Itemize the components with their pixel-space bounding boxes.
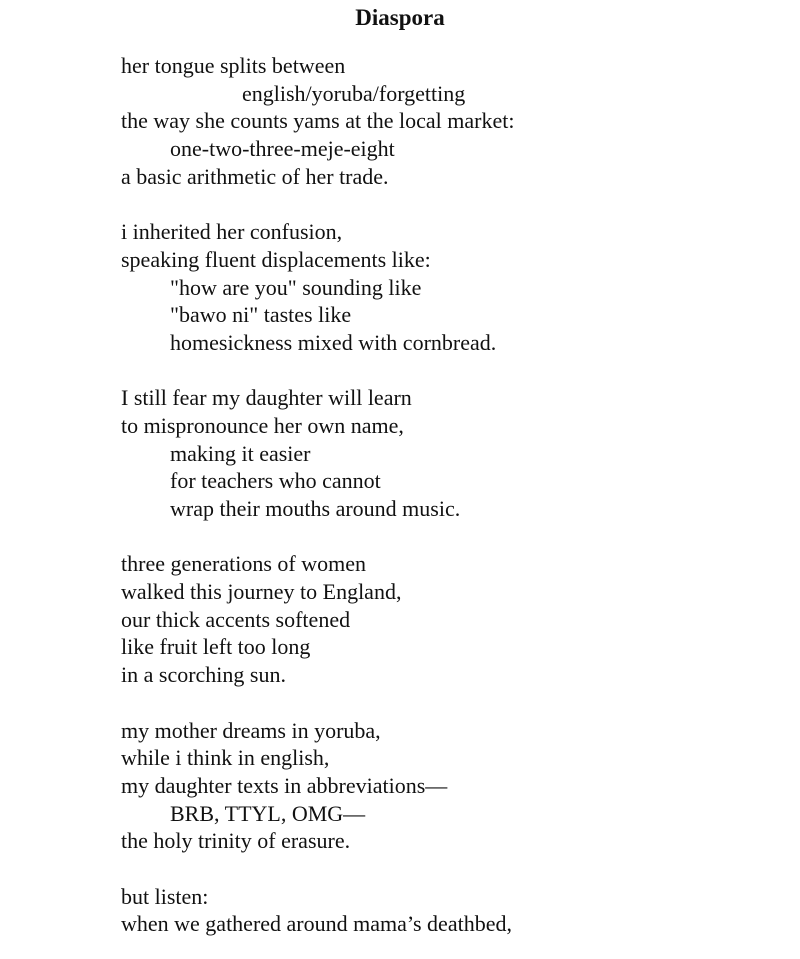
stanza-break — [121, 689, 781, 717]
poem-line: for teachers who cannot — [170, 468, 381, 494]
poem-line: my daughter texts in abbreviations— — [121, 772, 448, 798]
stanza-1 — [121, 52, 781, 190]
poem-line: speaking fluent displacements like: — [121, 246, 431, 272]
poem-line: homesickness mixed with cornbread. — [170, 329, 497, 355]
poem-line: to mispronounce her own name, — [121, 412, 404, 438]
poem-line: "bawo ni" tastes like — [170, 302, 352, 328]
poem-title: Diaspora — [355, 5, 445, 30]
poem-line: our thick accents softened — [121, 606, 351, 632]
stanza-break — [121, 855, 781, 883]
poem-line: a basic arithmetic of her trade. — [121, 163, 389, 189]
poem-line: english/yoruba/forgetting — [242, 80, 466, 106]
poem-line: her tongue splits between — [121, 53, 346, 78]
stanza-5 — [121, 717, 781, 855]
poem-line: one-two-three-meje-eight — [170, 136, 395, 162]
poem-line: making it easier — [170, 440, 311, 466]
poem-line: in a scorching sun. — [121, 662, 286, 688]
stanza-3 — [121, 384, 781, 522]
stanza-break — [121, 190, 781, 218]
stanza-break — [121, 357, 781, 385]
poem-line: when we gathered around mama’s deathbed, — [121, 911, 512, 937]
poem-line: three generations of women — [121, 551, 366, 577]
poem-line: like fruit left too long — [121, 634, 311, 660]
stanza-break — [121, 523, 781, 551]
poem-line: i inherited her confusion, — [121, 219, 343, 245]
poem-line: but listen: — [121, 883, 209, 909]
poem-line: while i think in english, — [121, 745, 330, 771]
poem-line: I still fear my daughter will learn — [121, 385, 412, 411]
poem-line: wrap their mouths around music. — [170, 496, 461, 521]
poem-line: BRB, TTYL, OMG— — [170, 800, 366, 826]
stanza-6 — [121, 883, 781, 938]
stanza-4 — [121, 550, 781, 688]
poem-line: the way she counts yams at the local market: — [121, 108, 515, 134]
poem-line: my mother dreams in yoruba, — [121, 717, 381, 743]
poem-line: the holy trinity of erasure. — [121, 828, 351, 854]
poem-body — [121, 52, 781, 938]
stanza-2 — [121, 218, 781, 356]
poem-line: walked this journey to England, — [121, 579, 402, 605]
poem-line: "how are you" sounding like — [170, 274, 422, 300]
